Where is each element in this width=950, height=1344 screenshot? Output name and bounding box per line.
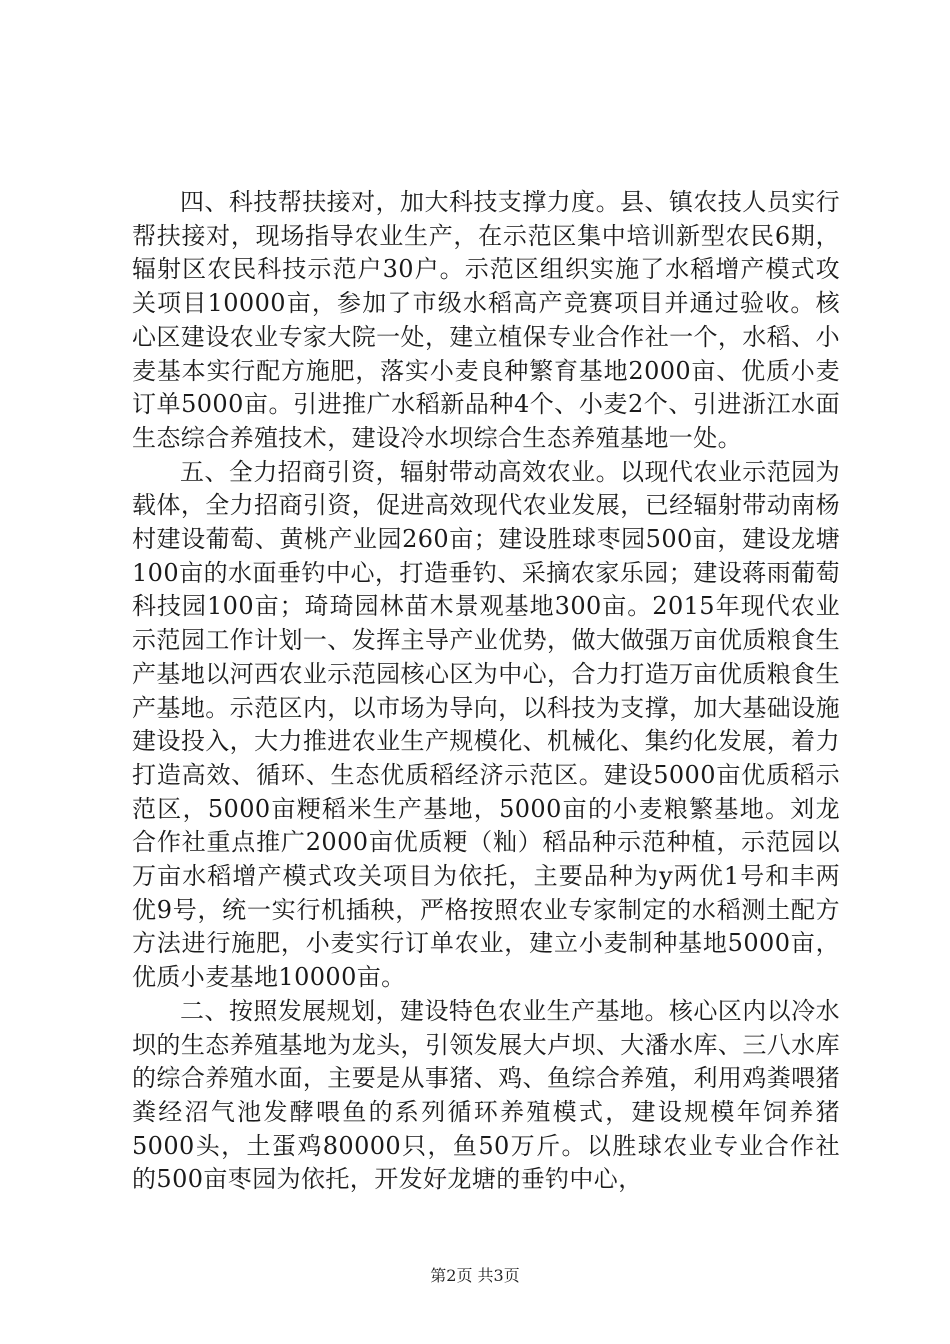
page-number-footer: 第2页 共3页 xyxy=(430,1266,520,1285)
paragraph-section-4: 四、科技帮扶接对，加大科技支撑力度。县、镇农技人员实行帮扶接对，现场指导农业生产，在示范区集中培训新型农民6期，辐射区农民科技示范户30户。示范区组织实施了水稻增产模式攻关项目10000亩，参加了市级水稻高产竞赛项目并通过验收。核心区建设农业专家大院一处，建立植保专业合作社一个，水稻、小麦基本实行配方施肥，落实小麦良种繁育基地2000亩、优质小麦订单5000亩。引进推广水稻新品种4个、小麦2个、引进浙江水面生态综合养殖技术，建设冷水坝综合生态养殖基地一处。 xyxy=(132,188,840,452)
paragraph-section-5: 五、全力招商引资，辐射带动高效农业。以现代农业示范园为载体，全力招商引资，促进高效现代农业发展，已经辐射带动南杨村建设葡萄、黄桃产业园260亩；建设胜球枣园500亩，建设龙塘100亩的水面垂钓中心，打造垂钓、采摘农家乐园；建设蒋雨葡萄科技园100亩；琦琦园林苗木景观基地300亩。2015年现代农业示范园工作计划一、发挥主导产业优势，做大做强万亩优质粮食生产基地以河西农业示范园核心区为中心，合力打造万亩优质粮食生产基地。示范区内，以市场为导向，以科技为支撑，加大基础设施建设投入，大力推进农业生产规模化、机械化、集约化发展，着力打造高效、循环、生态优质稻经济示范区。建设5000亩优质稻示范区，5000亩粳稻米生产基地，5000亩的小麦粮繁基地。刘龙合作社重点推广2000亩优质粳（籼）稻品种示范种植，示范园以万亩水稻增产模式攻关项目为依托，主要品种为y两优1号和丰两优9号，统一实行机插秧，严格按照农业专家制定的水稻测土配方方法进行施肥，小麦实行订单农业，建立小麦制种基地5000亩，优质小麦基地10000亩。 xyxy=(132,457,840,992)
document-body xyxy=(132,186,840,1197)
paragraph-section-2: 二、按照发展规划，建设特色农业生产基地。核心区内以冷水坝的生态养殖基地为龙头，引领发展大卢坝、大潘水库、三八水库的综合养殖水面，主要是从事猪、鸡、鱼综合养殖，利用鸡粪喂猪粪经沼气池发酵喂鱼的系列循环养殖模式，建设规模年饲养猪5000头，土蛋鸡80000只，鱼50万斤。以胜球农业专业合作社的500亩枣园为依托，开发好龙塘的垂钓中心， xyxy=(132,996,840,1194)
